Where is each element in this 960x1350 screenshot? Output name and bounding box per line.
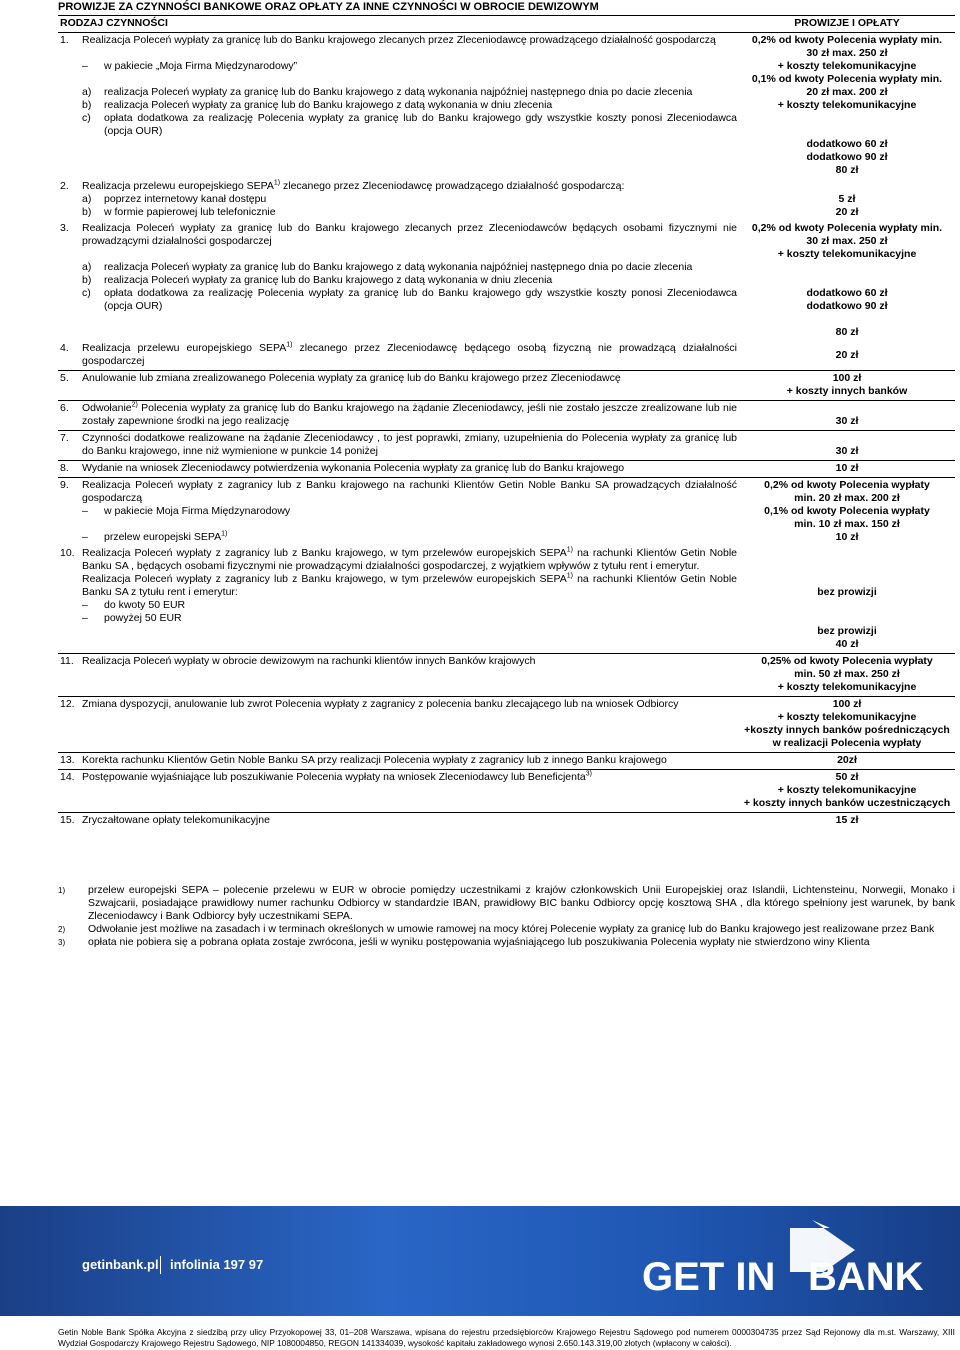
fee-cell <box>739 431 955 461</box>
footnote <box>58 923 955 936</box>
fee-line: bez prowizji <box>817 625 877 637</box>
fee-line: 0,25% od kwoty Polecenia wypłaty <box>761 655 933 667</box>
fee-line: 20 zł <box>835 206 859 218</box>
hotline-number: infolinia 197 97 <box>170 1257 264 1272</box>
spacer <box>741 547 953 560</box>
spacer <box>741 612 953 625</box>
activity-cell <box>58 33 739 180</box>
row-number: 6. <box>60 402 69 414</box>
row-text-cont: na rachunki Klientów Getin Noble Banku SA , będących osobami fizycznymi nie prowadzącymi działalności gospodarczej, z wyjątkiem wpływów z tytułu rent i emerytur. <box>82 547 738 572</box>
spacer <box>741 599 953 612</box>
spacer <box>741 432 953 445</box>
header-left: RODZAJ CZYNNOŚCI <box>60 17 168 29</box>
spacer <box>741 274 953 287</box>
fee-line: 30 zł max. 250 zł <box>806 47 888 59</box>
sub-letter: c) <box>82 287 91 299</box>
package-label: w pakiecie Moja Firma Międzynarodowy <box>104 505 291 517</box>
fee-cell <box>739 461 955 478</box>
footnote-marker: 2) <box>58 925 66 934</box>
spacer <box>741 112 953 125</box>
fee-row <box>58 478 955 547</box>
footnote-ref: 1) <box>221 530 228 538</box>
row-text-cont: zlecanego przez Zleceniodawcę prowadzącego działalność gospodarczą: <box>280 180 625 192</box>
row-number: 11. <box>60 655 74 667</box>
footnote-text: Odwołanie jest możliwe na zasadach i w terminach określonych w umowie ramowej na mocy której Polecenie wypłaty za granicę lub do Banku krajowego jest realizowane przez Bank <box>88 923 935 935</box>
sub-text: realizacja Poleceń wypłaty za granicę lub do Banku krajowego z datą wykonania w dniu zlecenia <box>104 274 553 286</box>
row-number: 8. <box>60 462 69 474</box>
activity-cell <box>58 221 739 341</box>
activity-cell <box>58 770 739 813</box>
footnote-ref: 1) <box>566 546 573 554</box>
amount-range: do kwoty 50 EUR <box>104 599 186 611</box>
fee-line: 100 zł <box>832 372 862 384</box>
row-number: 14. <box>60 771 75 783</box>
sub-letter: b) <box>82 274 92 286</box>
fee-cell <box>739 221 955 341</box>
sub-item <box>82 206 737 219</box>
fee-row <box>58 371 955 401</box>
fee-cell <box>739 546 955 654</box>
fee-line: 15 zł <box>835 814 859 826</box>
sub-item <box>82 274 737 287</box>
fee-line: + koszty telekomunikacyjne <box>777 681 917 693</box>
fee-line: dodatkowo 60 zł <box>806 138 888 150</box>
website-link[interactable]: getinbank.pl <box>82 1257 159 1272</box>
row-text: Realizacja przelewu europejskiego SEPA <box>82 180 274 192</box>
fee-row <box>58 401 955 431</box>
fee-row <box>58 33 955 180</box>
row-number: 5. <box>60 372 69 384</box>
fee-line: +koszty innych banków pośredniczących <box>744 724 950 736</box>
fee-row <box>58 654 955 697</box>
table-header <box>58 16 955 33</box>
footnote-text: przelew europejski SEPA – polecenie przelewu w EUR w obrocie pomiędzy uczestnikami z krajów członkowskich Unii Europejskiej oraz Islandii, Lichtensteinu, Norwegii, Monako i Szwajcarii, posiadające prawidłowy numer rachunku Odbiorcy w standardzie IBAN, prawidłowy BIC banku Odbiorcy opcję kosztową SHA , dla którego spełniony jest warunek, by bank Zleceniodawcy i Bank Odbiorcy były uczestnikami SEPA. <box>88 884 955 922</box>
fee-line: dodatkowo 60 zł <box>806 287 888 299</box>
logo-text-right: BANK <box>808 1255 924 1299</box>
banner-divider <box>160 1256 161 1274</box>
row-number: 7. <box>60 432 69 444</box>
fee-line: min. 10 zł max. 150 zł <box>794 518 900 530</box>
row-text: Realizacja przelewu europejskiego SEPA <box>82 342 287 354</box>
fee-cell <box>739 697 955 753</box>
row-text: Odwołanie <box>82 402 132 414</box>
fee-line: 50 zł <box>835 771 859 783</box>
fee-line: dodatkowo 90 zł <box>806 151 888 163</box>
sub-letter: c) <box>82 112 91 124</box>
fee-row <box>58 461 955 478</box>
row-number: 15. <box>60 814 75 826</box>
activity-cell <box>58 697 739 753</box>
fee-cell <box>739 770 955 813</box>
footnote-ref: 1) <box>273 179 281 187</box>
row-text: Realizacja Poleceń wypłaty za granicę lub do Banku krajowego zlecanych przez Zleceniodawcę prowadzącego działalność gospodarczą <box>82 34 716 46</box>
bank-banner <box>0 1206 960 1316</box>
row-text-cont: Polecenia wypłaty za granicę lub do Banku krajowego na żądanie Zleceniodawcy, jeśli nie zostało jeszcze zrealizowane lub nie zostały zapewnione środki na jego realizację <box>82 402 737 427</box>
package-label: w pakiecie „Moja Firma Międzynarodowy” <box>104 60 298 72</box>
fee-line: dodatkowo 90 zł <box>806 300 888 312</box>
row-text: Realizacja Poleceń wypłaty w obrocie dewizowym na rachunki klientów innych Banków krajowych <box>82 655 536 667</box>
fee-line: 0,1% od kwoty Polecenia wypłaty <box>764 505 930 517</box>
activity-cell <box>58 461 739 478</box>
activity-cell <box>58 371 739 401</box>
fee-line: 20 zł max. 200 zł <box>806 86 888 98</box>
header-right: PROWIZJE I OPŁATY <box>794 17 900 29</box>
fees-table <box>58 16 955 829</box>
sub-item <box>82 287 737 313</box>
sub-text: realizacja Poleceń wypłaty za granicę lub do Banku krajowego z datą wykonania najpóźniej następnego dnia po dacie zlecenia <box>104 86 693 98</box>
document-title: PROWIZJE ZA CZYNNOŚCI BANKOWE ORAZ OPŁATY ZA INNE CZYNNOŚCI W OBROCIE DEWIZOWYM <box>58 0 955 16</box>
activity-cell <box>58 431 739 461</box>
fee-line: 20zł <box>837 754 857 766</box>
fee-line: 20 zł <box>835 348 859 361</box>
sub-text: realizacja Poleceń wypłaty za granicę lub do Banku krajowego z datą wykonania najpóźniej następnego dnia po dacie zlecenia <box>104 261 693 273</box>
spacer <box>741 573 953 586</box>
fee-cell <box>739 371 955 401</box>
sub-letter: a) <box>82 193 92 205</box>
fee-line: 80 zł <box>835 326 859 338</box>
dash-marker: – <box>82 599 88 611</box>
fee-row <box>58 813 955 830</box>
footnote-text: opłata nie pobiera się a pobrana opłata zostaje zwrócona, jeśli w wyniku postępowania wyjaśniającego lub poszukiwania Polecenia wypłaty nie stwierdzono winy Klienta <box>88 936 870 948</box>
sub-text: opłata dodatkowa za realizację Polecenia wypłaty za granicę lub do Banku krajowego gdy wszystkie koszty ponosi Zleceniodawca (opcja OUR) <box>104 112 737 137</box>
fee-line: 0,1% od kwoty Polecenia wypłaty min. <box>751 73 943 85</box>
row-text-cont: zlecanego przez Zleceniodawcę będącego osobą fizyczną nie prowadzącą działalności gospodarczej <box>82 342 738 367</box>
row-text: Zmiana dyspozycji, anulowanie lub zwrot Polecenia wypłaty z zagranicy z polecenia banku zlecającego lub na wniosek Odbiorcy <box>82 698 679 710</box>
sub-letter: a) <box>82 86 92 98</box>
activity-cell <box>58 478 739 547</box>
activity-cell <box>58 654 739 697</box>
footnotes <box>58 884 955 949</box>
amount-range: powyżej 50 EUR <box>104 612 182 624</box>
fee-row <box>58 179 955 221</box>
fee-line: + koszty innych banków <box>786 385 908 397</box>
sub-text: w formie papierowej lub telefonicznie <box>104 206 276 218</box>
fee-line: + koszty telekomunikacyjne <box>777 60 917 72</box>
dash-marker: – <box>82 60 88 72</box>
fee-line: 100 zł <box>832 698 862 710</box>
fee-line: 80 zł <box>835 164 859 176</box>
fee-line: 0,2% od kwoty Polecenia wypłaty min. <box>751 34 943 46</box>
row-text: Zryczałtowane opłaty telekomunikacyjne <box>82 814 270 826</box>
fee-cell <box>739 813 955 830</box>
fee-line: + koszty telekomunikacyjne <box>777 99 917 111</box>
dash-marker: – <box>82 531 88 543</box>
fee-line: min. 50 zł max. 250 zł <box>794 668 900 680</box>
spacer <box>741 560 953 573</box>
activity-cell <box>58 546 739 654</box>
logo-text-left: GET IN <box>642 1255 776 1299</box>
footnote-ref: 1) <box>286 341 293 349</box>
footnote-marker: 1) <box>58 886 66 895</box>
row-text: Realizacja Poleceń wypłaty z zagranicy lub z Banku krajowego, w tym przelewów europejskich SEPA <box>82 547 567 559</box>
footnote <box>58 936 955 949</box>
fee-line: + koszty telekomunikacyjne <box>777 784 917 796</box>
fee-line: 40 zł <box>835 638 859 650</box>
fee-line: 5 zł <box>838 193 856 205</box>
sepa-label: przelew europejski SEPA <box>104 531 222 543</box>
dash-marker: – <box>82 505 88 517</box>
footnote <box>58 884 955 923</box>
fee-line: 30 zł max. 250 zł <box>806 235 888 247</box>
fee-row <box>58 431 955 461</box>
para-text-cont: na rachunki Klientów Getin Noble Banku SA z tytułu rent i emerytur: <box>82 573 738 598</box>
fee-cell <box>739 401 955 431</box>
activity-cell <box>58 401 739 431</box>
row-text: Wydanie na wniosek Zleceniodawcy potwierdzenia wykonania Polecenia wypłaty za granicę lub do Banku krajowego <box>82 462 625 474</box>
sub-item <box>82 261 737 274</box>
fee-line: + koszty telekomunikacyjne <box>777 711 917 723</box>
sub-item <box>82 193 737 206</box>
footnote-ref: 2) <box>131 401 138 409</box>
fee-line: + koszty innych banków uczestniczących <box>743 797 951 809</box>
sub-letter: a) <box>82 261 92 273</box>
fee-row <box>58 221 955 341</box>
row-text: Czynności dodatkowe realizowane na żądanie Zleceniodawcy , to jest poprawki, zmiany, uzupełnienia do Polecenia wypłaty za granicę lub do Banku krajowego, inne niż wymienione w punkcie 14 poniżej <box>82 432 737 457</box>
sub-letter: b) <box>82 206 92 218</box>
row-number: 1. <box>60 34 69 46</box>
row-number: 10. <box>60 547 75 559</box>
activity-cell <box>58 341 739 371</box>
fee-row <box>58 697 955 753</box>
row-number: 13. <box>60 754 75 766</box>
fee-line: bez prowizji <box>817 586 877 598</box>
row-text: Anulowanie lub zmiana zrealizowanego Polecenia wypłaty za granicę lub do Banku krajowego przez Zleceniodawcę <box>82 372 621 384</box>
sub-text: realizacja Poleceń wypłaty za granicę lub do Banku krajowego z datą wykonania w dniu zlecenia <box>104 99 553 111</box>
fee-cell <box>739 753 955 770</box>
fee-row <box>58 341 955 371</box>
activity-cell <box>58 753 739 770</box>
fee-row <box>58 753 955 770</box>
activity-cell <box>58 179 739 221</box>
sub-text: poprzez internetowy kanał dostępu <box>104 193 267 205</box>
fee-line: 30 zł <box>835 415 859 427</box>
activity-cell <box>58 813 739 830</box>
fee-row <box>58 770 955 813</box>
footnote-ref: 3) <box>585 770 592 778</box>
sub-item <box>82 99 737 112</box>
row-number: 9. <box>60 479 69 491</box>
dash-marker: – <box>82 612 88 624</box>
getin-bank-logo <box>640 1220 940 1310</box>
legal-footer: Getin Noble Bank Spółka Akcyjna z siedzibą przy ulicy Przyokopowej 33, 01–208 Warszawa, wpisana do rejestru przedsiębiorców Krajowego Rejestru Sądowego pod numerem 0000304735 przez Sąd Rejonowy dla m.st. Warszawy, XIII Wydział Gospodarczy Krajowego Rejestru Sądowego, NIP 1080004850, REGON 141334039, wysokość kapitału zakładowego wynosi 2.650.143.319,00 złotych (wpłacony w całości). <box>58 1327 955 1348</box>
fee-line: + koszty telekomunikacyjne <box>777 248 917 260</box>
fee-cell <box>739 478 955 547</box>
footnote-ref: 1) <box>566 572 573 580</box>
row-text: Realizacja Poleceń wypłaty za granicę lub do Banku krajowego zlecanych przez Zleceniodawców będących osobami fizycznymi nie prowadzącymi działalności gospodarczej <box>82 222 737 247</box>
fee-cell <box>739 179 955 221</box>
fee-cell <box>739 33 955 180</box>
row-text: Korekta rachunku Klientów Getin Noble Banku SA przy realizacji Polecenia wypłaty z zagranicy lub z innego Banku krajowego <box>82 754 667 766</box>
fee-line: 0,2% od kwoty Polecenia wypłaty <box>764 479 930 491</box>
row-number: 3. <box>60 222 69 234</box>
spacer <box>741 180 953 193</box>
fee-line: 0,2% od kwoty Polecenia wypłaty min. <box>751 222 943 234</box>
spacer <box>741 313 953 326</box>
fee-document <box>58 0 955 829</box>
row-number: 2. <box>60 180 69 192</box>
spacer <box>741 261 953 274</box>
footnote-marker: 3) <box>58 938 66 947</box>
fee-cell <box>739 654 955 697</box>
row-number: 4. <box>60 342 69 354</box>
fee-cell <box>739 341 955 371</box>
sub-item <box>82 86 737 99</box>
fee-line: min. 20 zł max. 200 zł <box>794 492 900 504</box>
fee-line: 10 zł <box>835 531 859 543</box>
row-number: 12. <box>60 698 75 710</box>
row-text: Realizacja Poleceń wypłaty z zagranicy lub z Banku krajowego na rachunki Klientów Getin Noble Banku SA prowadzących działalność gospodarczą <box>82 479 737 504</box>
sub-item <box>82 112 737 138</box>
fee-line: 10 zł <box>835 462 859 474</box>
spacer <box>741 402 953 415</box>
row-text: Postępowanie wyjaśniające lub poszukiwanie Polecenia wypłaty na wniosek Zleceniodawcy lub Beneficjenta <box>82 771 586 783</box>
sub-text: opłata dodatkowa za realizację Polecenia wypłaty za granicę lub do Banku krajowego gdy wszystkie koszty ponosi Zleceniodawca (opcja OUR) <box>104 287 737 312</box>
spacer <box>741 125 953 138</box>
sub-letter: b) <box>82 99 92 111</box>
para-text: Realizacja Poleceń wypłaty z zagranicy lub z Banku krajowego, w tym przelewów europejskich SEPA <box>82 573 567 585</box>
fee-line: w realizacji Polecenia wypłaty <box>772 737 922 749</box>
fee-row <box>58 546 955 654</box>
fee-line: 30 zł <box>835 445 859 457</box>
